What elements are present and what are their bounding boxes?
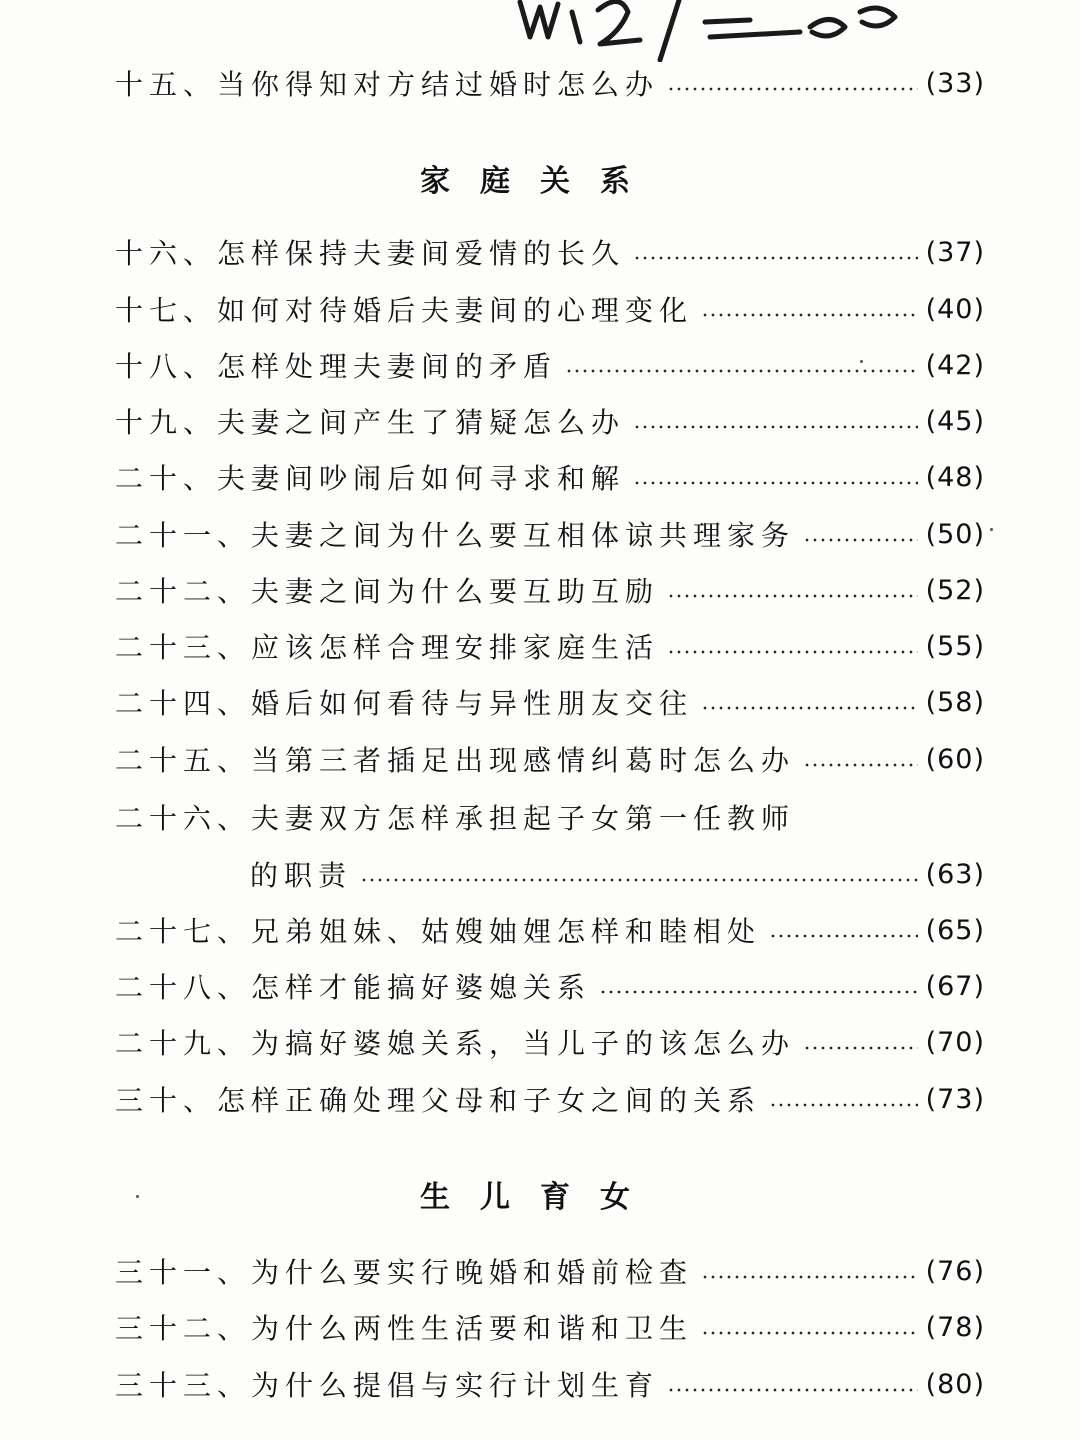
leader-dots xyxy=(633,256,918,260)
scan-speck xyxy=(136,1195,139,1198)
toc-entry[interactable] xyxy=(115,795,985,839)
entry-number: 二十七、 xyxy=(115,915,252,948)
entry-page: (37) xyxy=(925,236,985,268)
entry-page: (55) xyxy=(925,630,985,662)
entry-page: (40) xyxy=(925,293,985,325)
entry-title: 夫妻之间产生了猜疑怎么办 xyxy=(217,406,626,439)
entry-number: 十八、 xyxy=(115,350,218,383)
entry-number: 二十九、 xyxy=(115,1027,252,1060)
entry-title: 为搞好婆媳关系，当儿子的该怎么办 xyxy=(251,1027,796,1060)
entry-page: (52) xyxy=(925,574,985,606)
entry-number: 三十三、 xyxy=(115,1369,252,1402)
entry-number: 二十二、 xyxy=(115,575,252,608)
entry-number: 二十四、 xyxy=(115,687,252,720)
entry-title: 夫妻之间为什么要互相体谅共理家务 xyxy=(251,519,796,552)
entry-title: 夫妻间吵闹后如何寻求和解 xyxy=(217,462,626,495)
leader-dots xyxy=(803,763,918,767)
entry-number: 二十八、 xyxy=(115,971,252,1004)
scan-speck xyxy=(990,528,993,531)
entry-title-continued: 的职责 xyxy=(250,859,353,892)
toc-entry[interactable] xyxy=(115,399,985,443)
toc-entry[interactable] xyxy=(115,908,985,952)
entry-number: 十五、 xyxy=(115,68,218,101)
entry-page: (70) xyxy=(925,1026,985,1058)
entry-page: (60) xyxy=(925,743,985,775)
toc-entry[interactable] xyxy=(115,230,985,274)
toc-entry[interactable] xyxy=(115,568,985,612)
entry-page: (33) xyxy=(925,67,985,99)
leader-dots xyxy=(565,369,918,373)
section-heading-children: 生儿育女 xyxy=(420,1180,660,1215)
leader-dots xyxy=(701,706,918,710)
entry-page: (63) xyxy=(925,858,985,890)
entry-title: 怎样保持夫妻间爱情的长久 xyxy=(217,237,626,270)
toc-entry[interactable] xyxy=(115,343,985,387)
entry-page: (65) xyxy=(925,914,985,946)
toc-entry[interactable] xyxy=(115,680,985,724)
toc-entry[interactable] xyxy=(115,61,985,105)
leader-dots xyxy=(803,538,918,542)
leader-dots xyxy=(701,1275,918,1279)
entry-number: 二十一、 xyxy=(115,519,252,552)
entry-page: (45) xyxy=(925,405,985,437)
entry-number: 二十三、 xyxy=(115,631,252,664)
toc-entry[interactable] xyxy=(115,455,985,499)
toc-entry[interactable] xyxy=(115,964,985,1008)
handwritten-note xyxy=(500,0,970,62)
toc-entry[interactable] xyxy=(115,1077,985,1121)
entry-title: 应该怎样合理安排家庭生活 xyxy=(251,631,660,664)
entry-title: 当第三者插足出现感情纠葛时怎么办 xyxy=(251,744,796,777)
entry-title: 当你得知对方结过婚时怎么办 xyxy=(217,68,660,101)
entry-page: (42) xyxy=(925,349,985,381)
entry-number: 三十一、 xyxy=(115,1256,252,1289)
entry-title: 婚后如何看待与异性朋友交往 xyxy=(251,687,694,720)
entry-page: (76) xyxy=(925,1255,985,1287)
scan-speck xyxy=(860,360,863,363)
toc-entry-continuation[interactable] xyxy=(250,852,985,896)
toc-entry[interactable] xyxy=(115,1249,985,1293)
entry-title: 怎样处理夫妻间的矛盾 xyxy=(217,350,558,383)
entry-number: 十九、 xyxy=(115,406,218,439)
entry-number: 二十、 xyxy=(115,462,218,495)
entry-title: 兄弟姐妹、姑嫂妯娌怎样和睦相处 xyxy=(251,915,762,948)
entry-page: (67) xyxy=(925,970,985,1002)
entry-title: 夫妻之间为什么要互助互励 xyxy=(251,575,660,608)
section-heading-family: 家庭关系 xyxy=(420,164,660,199)
toc-entry[interactable] xyxy=(115,624,985,668)
leader-dots xyxy=(701,313,918,317)
leader-dots xyxy=(667,594,918,598)
entry-title: 怎样正确处理父母和子女之间的关系 xyxy=(217,1084,762,1117)
leader-dots xyxy=(599,990,918,994)
toc-entry[interactable] xyxy=(115,512,985,556)
entry-page: (78) xyxy=(925,1311,985,1343)
entry-title: 怎样才能搞好婆媳关系 xyxy=(251,971,592,1004)
entry-page: (73) xyxy=(925,1083,985,1115)
leader-dots xyxy=(633,481,918,485)
toc-entry[interactable] xyxy=(115,287,985,331)
entry-page: (58) xyxy=(925,686,985,718)
entry-page: (80) xyxy=(925,1368,985,1400)
entry-title: 为什么提倡与实行计划生育 xyxy=(251,1369,660,1402)
leader-dots xyxy=(633,425,918,429)
leader-dots xyxy=(360,878,918,882)
entry-number: 三十二、 xyxy=(115,1312,252,1345)
entry-number: 二十五、 xyxy=(115,744,252,777)
entry-number: 三十、 xyxy=(115,1084,218,1117)
entry-number: 十六、 xyxy=(115,237,218,270)
entry-page: (48) xyxy=(925,461,985,493)
leader-dots xyxy=(667,87,918,91)
leader-dots xyxy=(803,1046,918,1050)
leader-dots xyxy=(701,1331,918,1335)
leader-dots xyxy=(769,934,918,938)
entry-number: 二十六、 xyxy=(115,802,252,835)
entry-title: 夫妻双方怎样承担起子女第一任教师 xyxy=(251,802,796,835)
toc-entry[interactable] xyxy=(115,737,985,781)
toc-entry[interactable] xyxy=(115,1362,985,1406)
leader-dots xyxy=(769,1103,918,1107)
entry-number: 十七、 xyxy=(115,294,218,327)
entry-title: 为什么要实行晚婚和婚前检查 xyxy=(251,1256,694,1289)
toc-entry[interactable] xyxy=(115,1305,985,1349)
entry-title: 如何对待婚后夫妻间的心理变化 xyxy=(217,294,694,327)
entry-title: 为什么两性生活要和谐和卫生 xyxy=(251,1312,694,1345)
leader-dots xyxy=(667,1388,918,1392)
leader-dots xyxy=(667,650,918,654)
toc-entry[interactable] xyxy=(115,1020,985,1064)
entry-page: (50) xyxy=(925,518,985,550)
